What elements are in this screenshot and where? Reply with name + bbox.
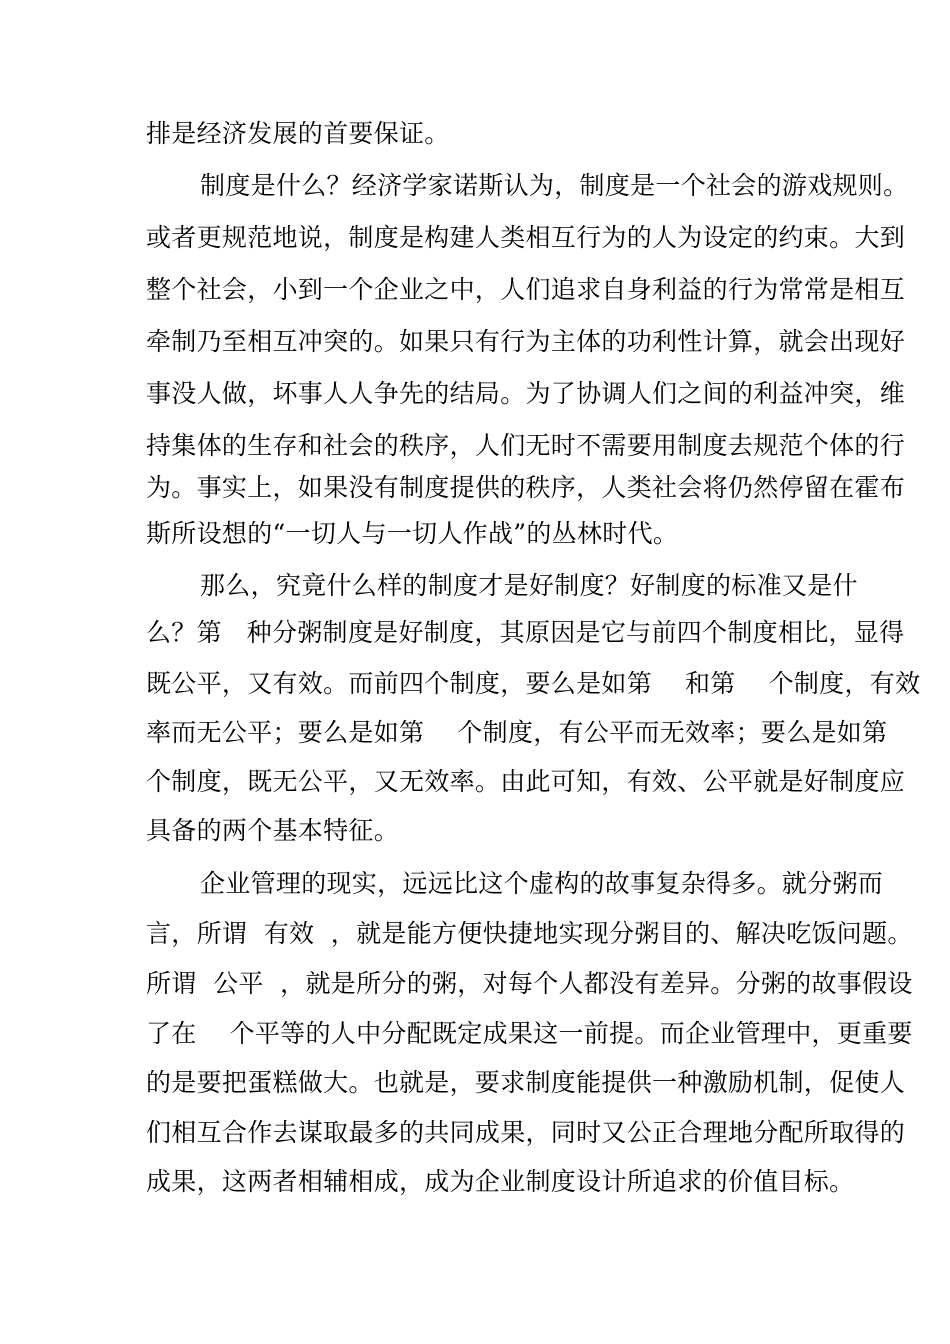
paragraph-3-line-2: 所谓 公平 ，就是所分的粥，对每个人都没有差异。分粥的故事假设 <box>146 969 913 998</box>
paragraph-3-line-1: 言，所谓 有效 ，就是能方便快捷地实现分粥目的、解决吃饭问题。 <box>146 919 913 948</box>
paragraph-2-line-0: 那么，究竟什么样的制度才是好制度？好制度的标准又是什 <box>200 571 858 600</box>
paragraph-2-line-1: 么？第 种分粥制度是好制度，其原因是它与前四个制度相比，显得 <box>146 618 905 647</box>
paragraph-3-line-3: 了在 个平等的人中分配既定成果这一前提。而企业管理中，更重要 <box>146 1019 913 1048</box>
paragraph-1-line-4: 事没人做，坏事人人争先的结局。为了协调人们之间的利益冲突，维 <box>146 379 906 408</box>
paragraph-3-line-0: 企业管理的现实，远远比这个虚构的故事复杂得多。就分粥而 <box>200 869 884 898</box>
paragraph-1-line-3: 牵制乃至相互冲突的。如果只有行为主体的功利性计算，就会出现好 <box>146 327 906 356</box>
paragraph-1-line-2: 整个社会，小到一个企业之中，人们追求自身利益的行为常常是相互 <box>146 275 906 304</box>
paragraph-3-line-4: 的是要把蛋糕做大。也就是，要求制度能提供一种激励机制，促使人 <box>146 1068 906 1097</box>
paragraph-2-line-4: 个制度，既无公平，又无效率。由此可知，有效、公平就是好制度应 <box>146 767 906 796</box>
paragraph-1-line-7: 斯所设想的“一切人与一切人作战”的丛林时代。 <box>146 519 679 548</box>
paragraph-2-line-5: 具备的两个基本特征。 <box>146 816 400 845</box>
paragraph-2-line-2: 既公平，又有效。而前四个制度，要么是如第 和第 个制度，有效 <box>146 669 921 698</box>
paragraph-2-line-3: 率而无公平；要么是如第 个制度，有公平而无效率；要么是如第 <box>146 718 888 747</box>
paragraph-0-line-0: 排是经济发展的首要保证。 <box>146 119 450 148</box>
paragraph-1-line-0: 制度是什么？经济学家诺斯认为，制度是一个社会的游戏规则。 <box>200 171 909 200</box>
paragraph-3-line-6: 成果，这两者相辅相成，成为企业制度设计所追求的价值目标。 <box>146 1167 855 1196</box>
paragraph-3-line-5: 们相互合作去谋取最多的共同成果，同时又公正合理地分配所取得的 <box>146 1118 906 1147</box>
paragraph-1-line-5: 持集体的生存和社会的秩序，人们无时不需要用制度去规范个体的行 <box>146 431 906 460</box>
paragraph-1-line-6: 为。事实上，如果没有制度提供的秩序，人类社会将仍然停留在霍布 <box>146 473 906 502</box>
paragraph-1-line-1: 或者更规范地说，制度是构建人类相互行为的人为设定的约束。大到 <box>146 223 906 252</box>
